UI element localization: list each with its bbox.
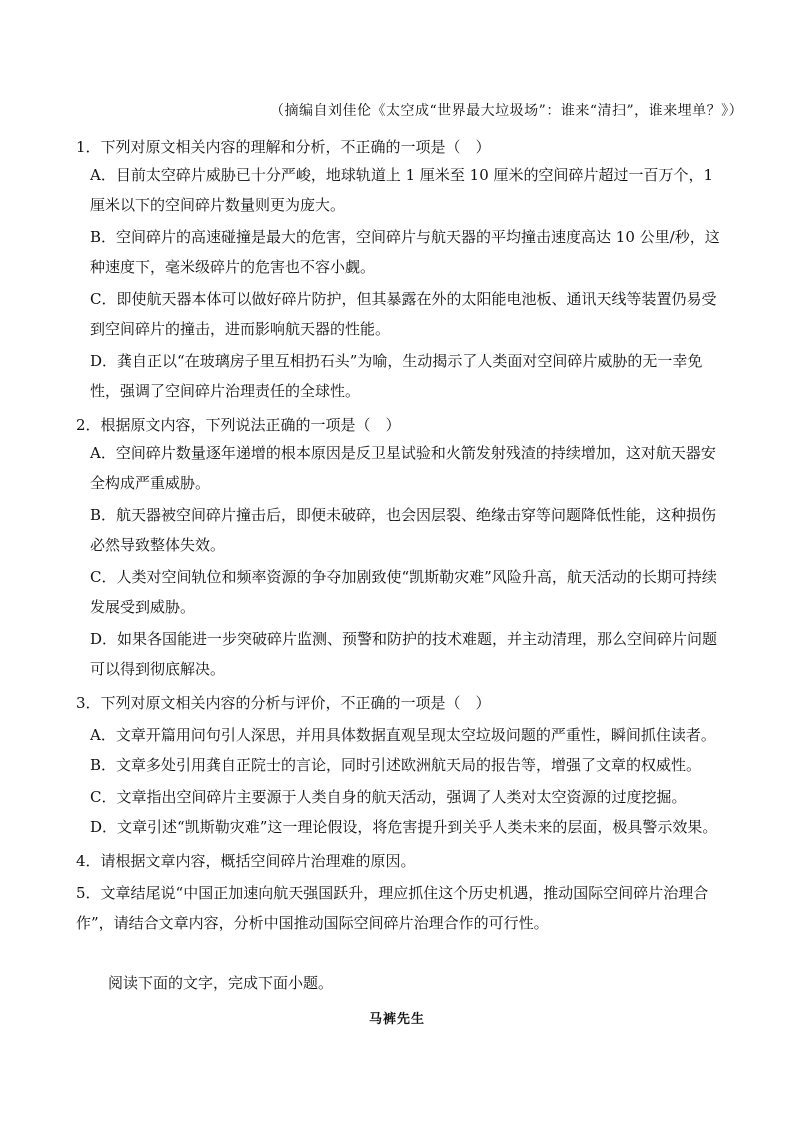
question-3-option-b: B．文章多处引用龚自正院士的言论，同时引述欧洲航天局的报告等，增强了文章的权威性。 — [90, 756, 702, 774]
question-2-option-b: B．航天器被空间碎片撞击后，即便未破碎，也会因层裂、绝缘击穿等问题降低性能，这种损伤必然导致整体失效。 — [90, 506, 717, 554]
question-1-option-a: A．目前太空碎片威胁已十分严峻，地球轨道上 1 厘米至 10 厘米的空间碎片超过一百万个，1 厘米以下的空间碎片数量则更为庞大。 — [90, 166, 714, 214]
passage-title: 马裤先生 — [368, 1012, 425, 1027]
question-2-option-c: C．人类对空间轨位和频率资源的争夺加剧致使“凯斯勒灾难”风险升高，航天活动的长期可持续发展受到威胁。 — [90, 568, 717, 616]
question-2-option-a: A．空间碎片数量逐年递增的根本原因是反卫星试验和火箭发射残渣的持续增加，这对航天器安全构成严重威胁。 — [90, 444, 716, 492]
question-3-option-a: A．文章开篇用问句引人深思，并用具体数据直观呈现太空垃圾问题的严重性，瞬间抓住读者。 — [90, 726, 716, 744]
question-2-option-d: D．如果各国能进一步突破碎片监测、预警和防护的技术难题，并主动清理，那么空间碎片问题可以得到彻底解决。 — [90, 630, 718, 678]
question-2-stem: 2．根据原文内容，下列说法正确的一项是（ ） — [76, 416, 401, 434]
question-3-option-c: C．文章指出空间碎片主要源于人类自身的航天活动，强调了人类对太空资源的过度挖掘。 — [90, 788, 687, 806]
question-3-option-d: D．文章引述“凯斯勒灾难”这一理论假设，将危害提升到关乎人类未来的层面，极具警示效果。 — [90, 818, 718, 836]
question-1-option-d: D．龚自正以“在玻璃房子里互相扔石头”为喻，生动揭示了人类面对空间碎片威胁的无一幸免性，强调了空间碎片治理责任的全球性。 — [90, 352, 703, 400]
question-5-stem: 5．文章结尾说“中国正加速向航天强国跃升，理应抓住这个历史机遇，推动国际空间碎片治理合作”，请结合文章内容，分析中国推动国际空间碎片治理合作的可行性。 — [76, 884, 709, 932]
reading-intro: 阅读下面的文字，完成下面小题。 — [108, 974, 334, 992]
question-3-stem: 3．下列对原文相关内容的分析与评价，不正确的一项是（ ） — [76, 694, 491, 712]
question-1-option-c: C．即使航天器本体可以做好碎片防护，但其暴露在外的太阳能电池板、通讯天线等装置仍易受到空间碎片的撞击，进而影响航天器的性能。 — [90, 290, 717, 338]
source-citation: （摘编自刘佳伦《太空成“世界最大垃圾场”：谁来“清扫”，谁来埋单？》） — [270, 103, 744, 119]
question-4-stem: 4．请根据文章内容，概括空间碎片治理难的原因。 — [76, 852, 416, 870]
question-1-option-b: B．空间碎片的高速碰撞是最大的危害，空间碎片与航天器的平均撞击速度高达 10 公里/秒，这种速度下，毫米级碎片的危害也不容小觑。 — [90, 228, 720, 276]
question-1-stem: 1．下列对原文相关内容的理解和分析，不正确的一项是（ ） — [76, 138, 491, 156]
